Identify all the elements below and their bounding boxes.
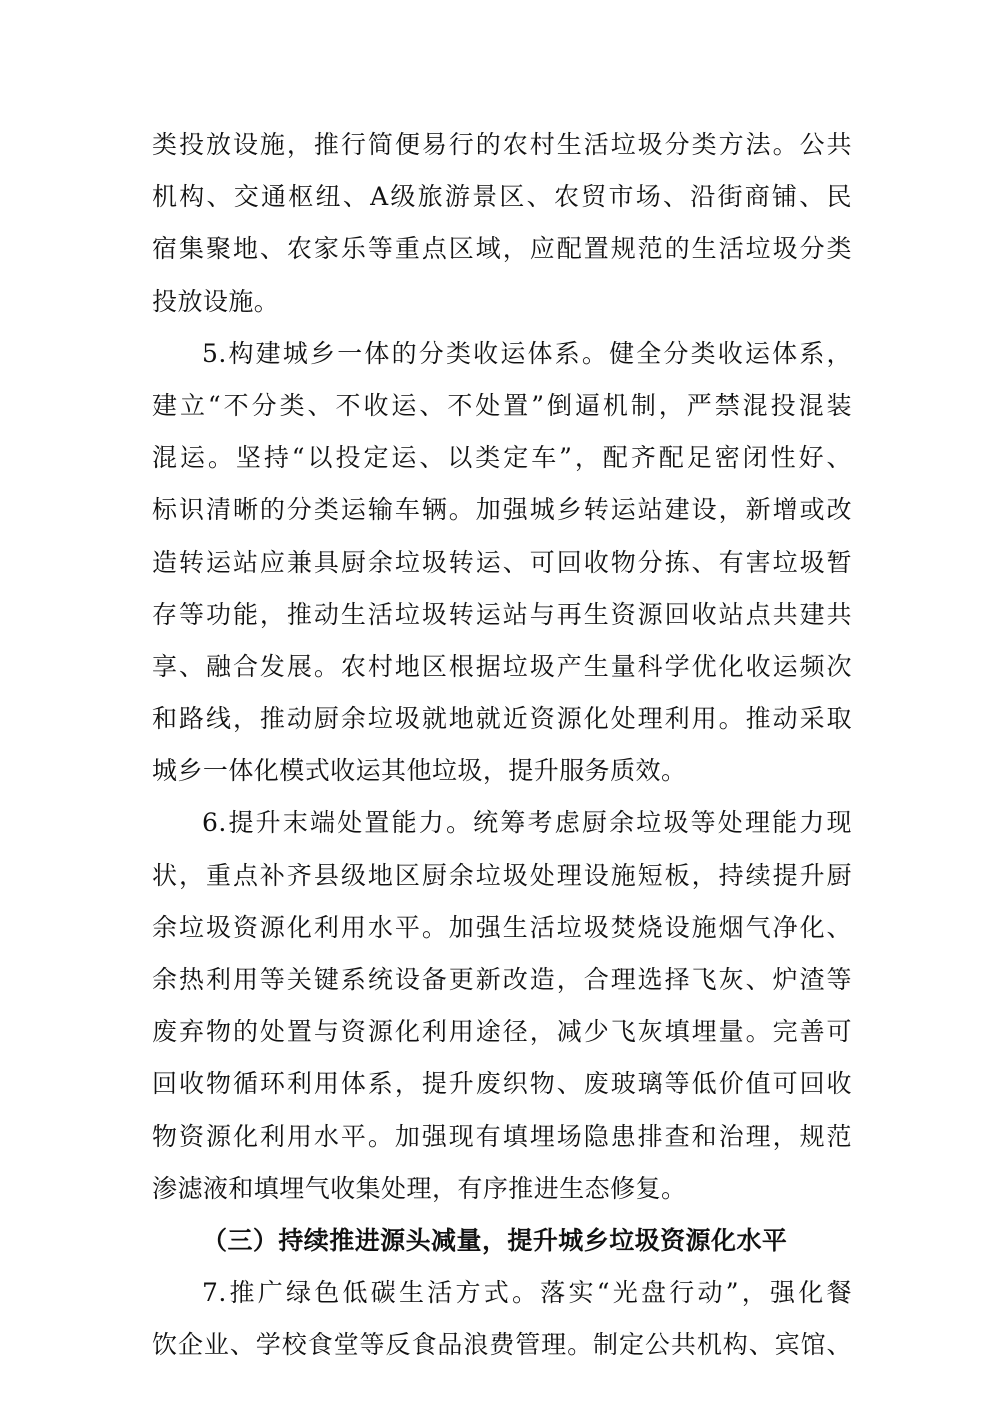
body-text-line: 饮企业、学校食堂等反食品浪费管理。制定公共机构、宾馆、: [152, 1330, 852, 1360]
body-text-line: 享、融合发展。农村地区根据垃圾产生量科学优化收运频次: [152, 651, 852, 681]
body-text-line: 标识清晰的分类运输车辆。加强城乡转运站建设，新增或改: [152, 495, 852, 525]
body-text-line: 宿集聚地、农家乐等重点区域，应配置规范的生活垃圾分类: [152, 234, 852, 264]
body-text-line: 渗滤液和填埋气收集处理，有序推进生态修复。: [152, 1173, 687, 1203]
body-text-line: 投放设施。: [152, 286, 280, 316]
section-heading: （三）持续推进源头减量，提升城乡垃圾资源化水平: [202, 1225, 788, 1255]
body-text-line: 类投放设施，推行简便易行的农村生活垃圾分类方法。公共: [152, 130, 852, 159]
body-text-line: 城乡一体化模式收运其他垃圾，提升服务质效。: [152, 756, 687, 786]
paragraph-5-first-line: 5.构建城乡一体的分类收运体系。健全分类收运体系，: [202, 338, 852, 368]
body-text-line: 造转运站应兼具厨余垃圾转运、可回收物分拣、有害垃圾暂: [152, 547, 852, 577]
body-text-line: 机构、交通枢纽、A级旅游景区、农贸市场、沿街商铺、民: [152, 182, 852, 212]
body-text-line: 回收物循环利用体系，提升废织物、废玻璃等低价值可回收: [152, 1069, 852, 1099]
body-text-line: 混运。坚持“以投定运、以类定车”，配齐配足密闭性好、: [152, 443, 852, 473]
body-text-line: 存等功能，推动生活垃圾转运站与再生资源回收站点共建共: [152, 599, 852, 629]
paragraph-6-first-line: 6.提升末端处置能力。统筹考虑厨余垃圾等处理能力现: [202, 808, 852, 838]
body-text-line: 建立“不分类、不收运、不处置”倒逼机制，严禁混投混装: [152, 390, 852, 420]
paragraph-7-first-line: 7.推广绿色低碳生活方式。落实“光盘行动”，强化餐: [202, 1278, 852, 1308]
body-text-line: 废弃物的处置与资源化利用途径，减少飞灰填埋量。完善可: [152, 1017, 852, 1047]
document-page: [152, 128, 852, 1381]
body-text-line: 状，重点补齐县级地区厨余垃圾处理设施短板，持续提升厨: [152, 860, 852, 890]
body-text-line: 物资源化利用水平。加强现有填埋场隐患排查和治理，规范: [152, 1121, 852, 1151]
body-text-line: 和路线，推动厨余垃圾就地就近资源化处理利用。推动采取: [152, 704, 852, 734]
body-text-line: 余热利用等关键系统设备更新改造，合理选择飞灰、炉渣等: [152, 965, 852, 994]
body-text-line: 余垃圾资源化利用水平。加强生活垃圾焚烧设施烟气净化、: [152, 912, 852, 942]
